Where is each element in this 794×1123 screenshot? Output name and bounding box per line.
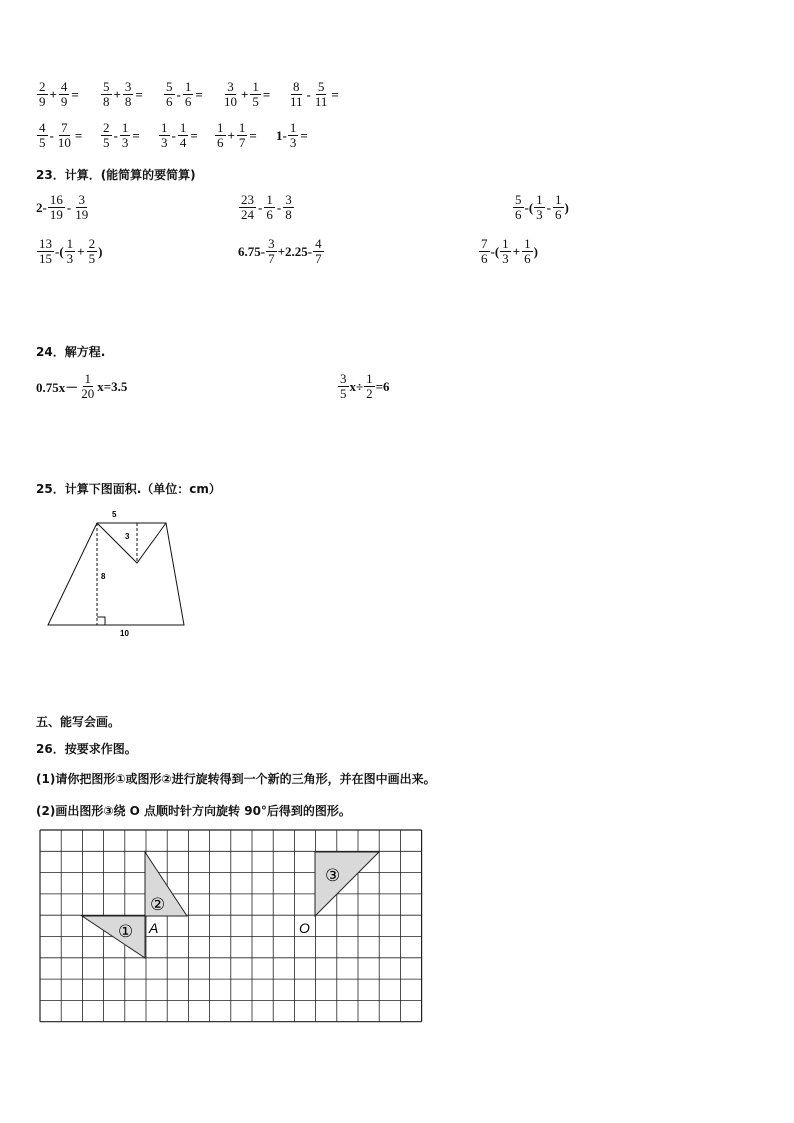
q23-expr-3: $\frac{5}{6}$ -( $\frac{1}{3}$ - $\frac{1}{6}$ ): [515, 192, 569, 222]
fraction: $\frac{4}{5}$: [39, 120, 46, 150]
trapezoid-outline: [48, 523, 184, 625]
fraction: $\frac{4}{7}$: [315, 236, 322, 266]
label-bottom: 10: [120, 629, 129, 638]
trapezoid-figure: [40, 505, 210, 645]
fraction: $\frac{1}{6}$: [555, 192, 562, 222]
q26-title: 26．按要求作图。: [36, 742, 137, 756]
fraction: $\frac{3}{7}$: [268, 236, 275, 266]
oral-expr: $\frac{8}{11}$ - $\frac{5}{11}$ =: [290, 79, 339, 109]
label-notch: 3: [125, 532, 130, 541]
fraction: $\frac{7}{6}$: [481, 236, 488, 266]
q23-expr-2: $\frac{23}{24}$ - $\frac{1}{6}$ - $\frac{3}{8}$: [241, 192, 292, 222]
fraction: $\frac{5}{6}$: [515, 192, 522, 222]
fraction: $\frac{5}{8}$: [103, 79, 110, 109]
fraction: $\frac{1}{4}$: [179, 120, 187, 150]
q23-expr-5: 6.75- $\frac{3}{7}$ +2.25- $\frac{4}{7}$: [238, 236, 322, 266]
fraction: $\frac{2}{5}$: [88, 236, 96, 266]
fraction: $\frac{3}{10}$: [224, 79, 237, 109]
triangle-notch: [97, 523, 166, 563]
fraction: $\frac{3}{8}$: [285, 192, 292, 222]
q25-title: 25．计算下图面积.（单位：cm）: [36, 482, 221, 496]
shape-1-label: ①: [118, 922, 134, 941]
fraction: $\frac{5}{11}$: [314, 79, 328, 109]
q26-instruction-2: (2)画出图形③绕 O 点顺时针方向旋转 90°后得到的图形。: [36, 804, 351, 818]
q23-expr-1: 2- $\frac{16}{19}$ - $\frac{3}{19}$: [36, 192, 89, 222]
fraction: $\frac{5}{6}$: [166, 79, 173, 109]
fraction: $\frac{4}{9}$: [60, 79, 68, 109]
q24-equation-2: $\frac{3}{5}$ x÷ $\frac{1}{2}$ =6: [340, 371, 390, 401]
oral-expr: 1- $\frac{1}{3}$ =: [276, 120, 308, 150]
oral-expr: $\frac{3}{10}$ + $\frac{1}{5}$ =: [224, 79, 271, 109]
right-angle-mark: [97, 617, 105, 625]
fraction: $\frac{1}{2}$: [366, 371, 373, 401]
q23-expr-6: $\frac{7}{6}$ -( $\frac{1}{3}$ + $\frac{1}{6}$ ): [481, 236, 538, 266]
fraction: $\frac{1}{3}$: [536, 192, 543, 222]
section-5-title: 五、能写会画。: [36, 715, 121, 729]
q24-equation-1: 0.75x－ $\frac{1}{20}$ x=3.5: [36, 371, 128, 401]
fraction: $\frac{23}{24}$: [241, 192, 254, 222]
fraction: $\frac{2}{9}$: [39, 79, 46, 109]
fraction: $\frac{13}{15}$: [39, 236, 52, 266]
oral-calc-row-2: [36, 121, 309, 150]
q23-title: 23．计算．(能简算的要简算): [36, 168, 196, 182]
fraction: $\frac{7}{10}$: [57, 120, 71, 150]
q23-expr-4: $\frac{13}{15}$ -( $\frac{1}{3}$ + $\frac{2}{5}$ ): [39, 236, 103, 266]
point-a-label: A: [149, 920, 159, 936]
fraction: $\frac{1}{6}$: [217, 120, 224, 150]
fraction: $\frac{3}{8}$: [124, 79, 132, 109]
shape-1-triangle: [82, 916, 145, 958]
oral-expr: $\frac{2}{9}$ + $\frac{4}{9}$ =: [39, 79, 79, 109]
fraction: $\frac{1}{5}$: [252, 79, 259, 109]
oral-expr: $\frac{5}{6}$ - $\frac{1}{6}$ =: [166, 79, 203, 109]
oral-expr: $\frac{5}{8}$ + $\frac{3}{8}$ =: [103, 79, 143, 109]
fraction: $\frac{2}{5}$: [103, 120, 110, 150]
oral-expr: $\frac{1}{6}$ + $\frac{1}{7}$ =: [217, 120, 257, 150]
fraction: $\frac{1}{3}$: [289, 120, 297, 150]
fraction: $\frac{1}{3}$: [121, 120, 129, 150]
fraction: $\frac{1}{3}$: [66, 236, 74, 266]
oral-expr: $\frac{2}{5}$ - $\frac{1}{3}$ =: [103, 120, 140, 150]
fraction: $\frac{1}{20}$: [81, 371, 95, 401]
fraction: $\frac{3}{19}$: [75, 192, 89, 222]
fraction: $\frac{3}{5}$: [340, 371, 347, 401]
point-o-label: O: [299, 920, 310, 936]
oral-expr: $\frac{4}{5}$ - $\frac{7}{10}$ =: [39, 120, 83, 150]
fraction: $\frac{1}{3}$: [161, 120, 168, 150]
fraction: $\frac{1}{6}$: [184, 79, 192, 109]
shape-3-label: ③: [325, 866, 341, 885]
oral-calc-row-1: [36, 80, 340, 109]
fraction: $\frac{1}{7}$: [238, 120, 246, 150]
rotation-grid: [38, 828, 426, 1028]
q26-instruction-1: (1)请你把图形①或图形②进行旋转得到一个新的三角形，并在图中画出来。: [36, 772, 436, 786]
fraction: $\frac{1}{6}$: [266, 192, 273, 222]
fraction: $\frac{16}{19}$: [49, 192, 63, 222]
shape-2-label: ②: [150, 895, 166, 914]
q24-title: 24．解方程.: [36, 345, 106, 359]
fraction: $\frac{1}{6}$: [524, 236, 531, 266]
oral-expr: $\frac{1}{3}$ - $\frac{1}{4}$ =: [161, 120, 198, 150]
label-height: 8: [101, 572, 106, 581]
fraction: $\frac{8}{11}$: [290, 79, 303, 109]
fraction: $\frac{1}{3}$: [502, 236, 509, 266]
label-top: 5: [112, 510, 117, 519]
